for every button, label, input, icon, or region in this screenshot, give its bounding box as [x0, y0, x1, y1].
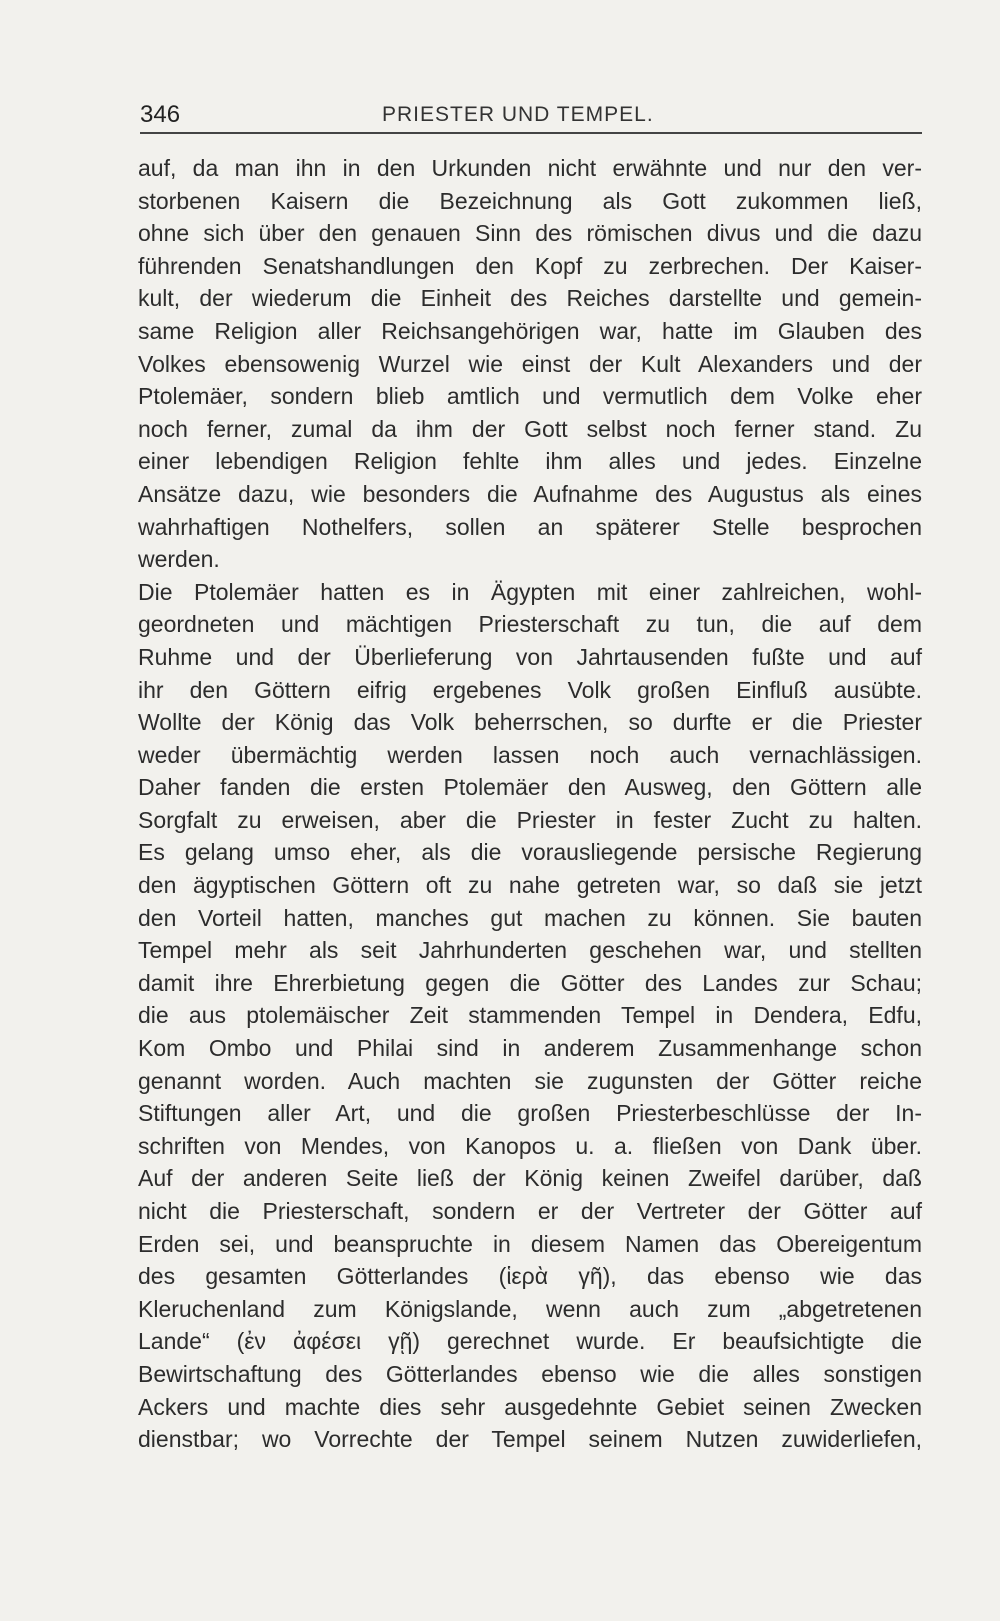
- text-line: ihr den Göttern eifrig ergebenes Volk großen Einfluß ausübte.: [138, 676, 922, 703]
- text-line: same Religion aller Reichsangehörigen war, hatte im Glauben des: [138, 317, 922, 344]
- text-line: genannt worden. Auch machten sie zugunsten der Götter reiche: [138, 1067, 922, 1094]
- text-line: Kleruchenland zum Königslande, wenn auch zum „abgetretenen: [138, 1295, 922, 1322]
- text-line: Die Ptolemäer hatten es in Ägypten mit einer zahlreichen, wohl-: [138, 578, 922, 605]
- text-line: nicht die Priesterschaft, sondern er der Vertreter der Götter auf: [138, 1198, 922, 1224]
- text-line: führenden Senatshandlungen den Kopf zu zerbrechen. Der Kaiser-: [138, 252, 922, 279]
- text-line: weder übermächtig werden lassen noch auch vernachlässigen.: [138, 741, 922, 768]
- text-line: schriften von Mendes, von Kanopos u. a. fließen von Dank über.: [138, 1132, 922, 1159]
- text-line: den ägyptischen Göttern oft zu nahe getreten war, so daß sie jetzt: [138, 872, 922, 899]
- text-line: Volkes ebensowenig Wurzel wie einst der Kult Alexanders und der: [138, 350, 922, 377]
- text-line: Bewirtschaftung des Götterlandes ebenso wie die alles sonstigen: [138, 1360, 922, 1387]
- text-line: den Vorteil hatten, manches gut machen zu können. Sie bauten: [138, 904, 922, 931]
- text-line: ohne sich über den genauen Sinn des römischen divus und die dazu: [138, 220, 922, 247]
- text-line: Daher fanden die ersten Ptolemäer den Ausweg, den Göttern alle: [138, 774, 922, 801]
- running-title: PRIESTER UND TEMPEL.: [382, 103, 654, 126]
- text-line: Es gelang umso eher, als die vorausliegende persische Regierung: [138, 839, 922, 866]
- text-line: Ackers und machte dies sehr ausgedehnte Gebiet seinen Zwecken: [138, 1393, 922, 1420]
- text-line: Kom Ombo und Philai sind in anderem Zusammenhange schon: [138, 1035, 922, 1062]
- text-line: Stiftungen aller Art, und die großen Priesterbeschlüsse der In-: [138, 1100, 922, 1127]
- text-line: Wollte der König das Volk beherrschen, so durfte er die Priester: [138, 709, 922, 736]
- text-line: Erden sei, und beanspruchte in diesem Namen das Obereigentum: [138, 1230, 922, 1257]
- text-line: kult, der wiederum die Einheit des Reiches darstellte und gemein-: [138, 285, 922, 312]
- text-line: storbenen Kaisern die Bezeichnung als Gott zukommen ließ,: [138, 187, 922, 214]
- header-rule: [140, 132, 922, 134]
- page-number: 346: [140, 101, 181, 128]
- text-line: dienstbar; wo Vorrechte der Tempel seinem Nutzen zuwiderliefen,: [138, 1426, 922, 1453]
- body-text: [138, 152, 922, 1456]
- text-line: Ptolemäer, sondern blieb amtlich und vermutlich dem Volke eher: [138, 383, 922, 410]
- text-line: Ruhme und der Überlieferung von Jahrtausenden fußte und auf: [138, 643, 922, 670]
- text-line: Sorgfalt zu erweisen, aber die Priester in fester Zucht zu halten.: [138, 806, 922, 833]
- text-line: Tempel mehr als seit Jahrhunderten geschehen war, und stellten: [138, 937, 922, 964]
- text-line: damit ihre Ehrerbietung gegen die Götter des Landes zur Schau;: [138, 969, 922, 996]
- text-line: Ansätze dazu, wie besonders die Aufnahme des Augustus als eines: [138, 480, 922, 507]
- text-line: einer lebendigen Religion fehlte ihm alles und jedes. Einzelne: [138, 448, 922, 475]
- text-line: des gesamten Götterlandes (ἱερὰ γῆ), das ebenso wie das: [138, 1263, 922, 1290]
- page-header: [140, 100, 922, 132]
- text-line: werden.: [138, 546, 220, 573]
- text-line: Auf der anderen Seite ließ der König keinen Zweifel darüber, daß: [138, 1165, 922, 1192]
- text-line: geordneten und mächtigen Priesterschaft zu tun, die auf dem: [138, 611, 922, 638]
- text-line: wahrhaftigen Nothelfers, sollen an späterer Stelle besprochen: [138, 513, 922, 540]
- text-line: noch ferner, zumal da ihm der Gott selbst noch ferner stand. Zu: [138, 415, 922, 442]
- text-line: auf, da man ihn in den Urkunden nicht erwähnte und nur den ver-: [138, 155, 922, 181]
- text-line: die aus ptolemäischer Zeit stammenden Tempel in Dendera, Edfu,: [138, 1002, 922, 1029]
- text-line: Lande“ (ἐν ἀφέσει γῇ) gerechnet wurde. Er beaufsichtigte die: [138, 1328, 922, 1355]
